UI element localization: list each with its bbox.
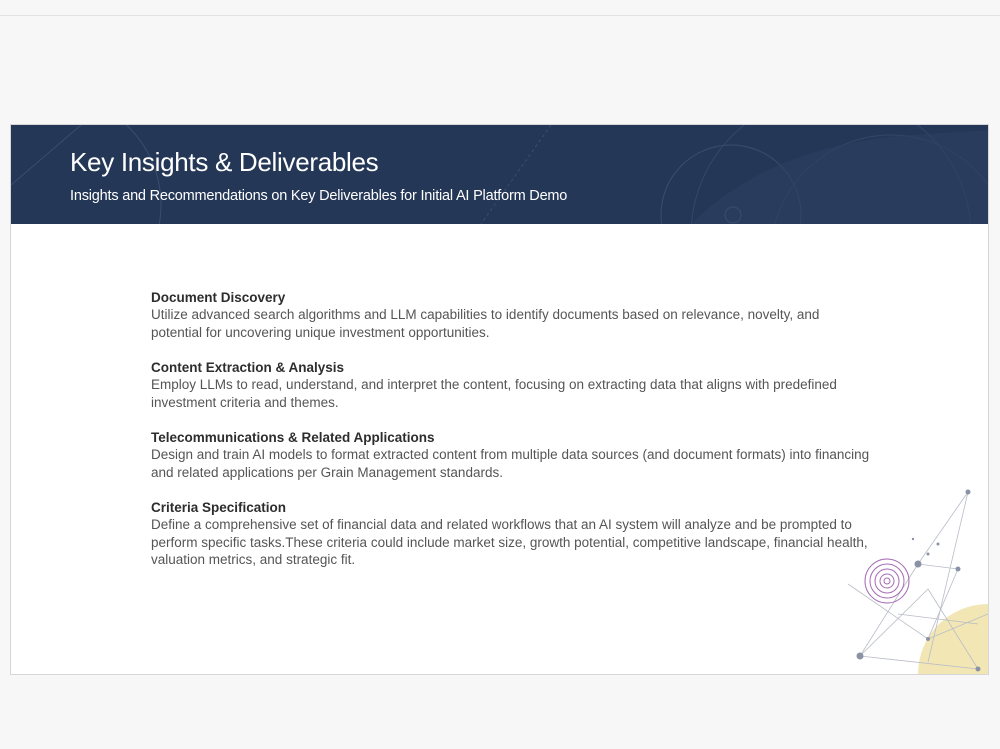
item-body: Define a comprehensive set of financial data and related workflows that an AI system will analyze and be prompted to perform specific tasks.These criteria could include market size, growth potential, competitive landscape, financial health, valuation metrics, and strategic fit. <box>151 517 868 567</box>
list-item <box>151 429 871 481</box>
list-item <box>151 289 871 341</box>
item-heading: Document Discovery <box>151 290 286 305</box>
deliverables-list <box>151 289 871 587</box>
list-item <box>151 499 871 569</box>
item-body: Employ LLMs to read, understand, and interpret the content, focusing on extracting data that aligns with predefined investment criteria and themes. <box>151 377 837 410</box>
slide <box>10 124 989 675</box>
item-body: Design and train AI models to format extracted content from multiple data sources (and document formats) into financing and related applications per Grain Management standards. <box>151 447 870 480</box>
top-toolbar <box>0 0 1000 16</box>
network-decoration <box>838 474 988 674</box>
list-item <box>151 359 871 411</box>
item-heading: Telecommunications & Related Applications <box>151 430 435 445</box>
page-subtitle: Insights and Recommendations on Key Deliverables for Initial AI Platform Demo <box>70 188 568 204</box>
header-banner <box>11 125 989 224</box>
item-body: Utilize advanced search algorithms and LLM capabilities to identify documents based on relevance, novelty, and potential for uncovering unique investment opportunities. <box>151 307 820 340</box>
item-heading: Content Extraction & Analysis <box>151 360 345 375</box>
page-title: Key Insights & Deliverables <box>70 147 379 177</box>
item-heading: Criteria Specification <box>151 500 287 515</box>
